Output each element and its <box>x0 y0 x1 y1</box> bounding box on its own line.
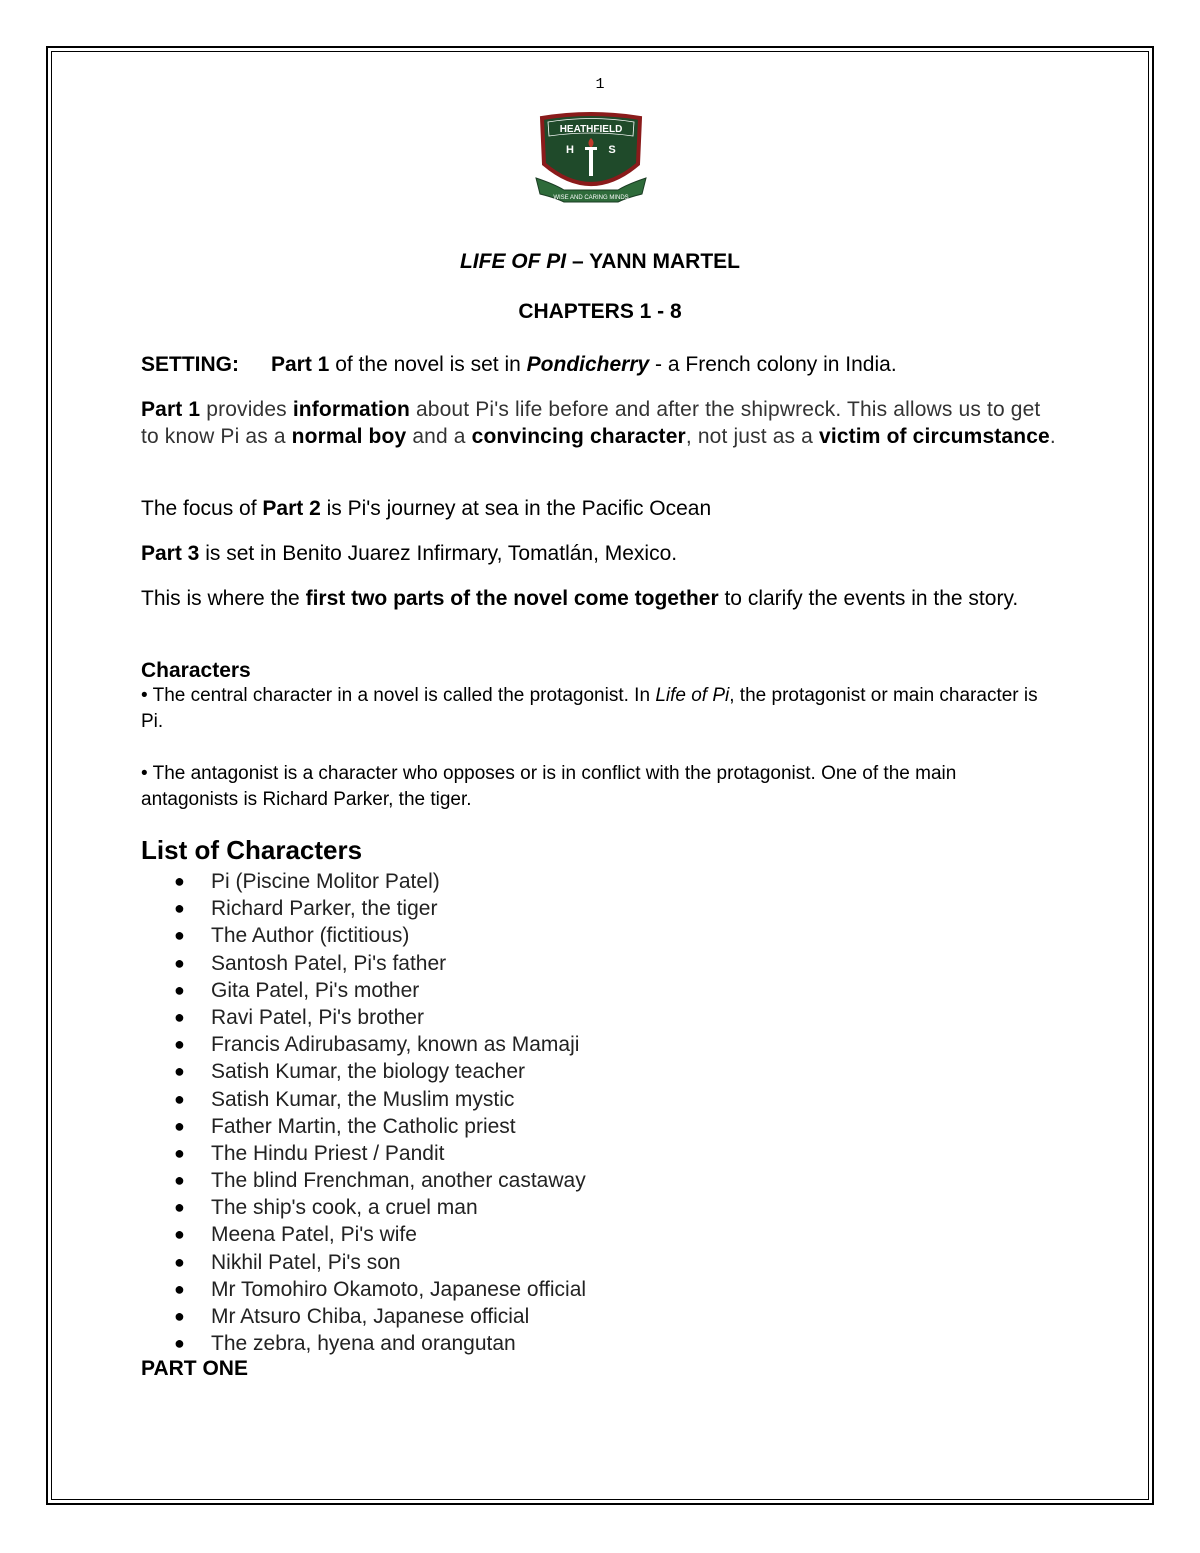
part1-info-paragraph: Part 1 provides information about Pi's life before and after the shipwreck. This allows us to get to know Pi as a normal boy and a convincing character, not just as a victim of circumstance. <box>141 398 1056 448</box>
bullet-icon: ● <box>174 1197 185 1218</box>
list-item <box>141 895 586 922</box>
list-item <box>141 1330 586 1357</box>
bullet-icon: ● <box>174 1034 185 1055</box>
character-name: The zebra, hyena and orangutan <box>211 1332 516 1356</box>
setting-label: SETTING: <box>141 353 239 376</box>
character-name: Satish Kumar, the biology teacher <box>211 1060 526 1084</box>
character-name: Ravi Patel, Pi's brother <box>211 1005 424 1029</box>
list-item <box>141 1249 586 1276</box>
list-item <box>141 1086 586 1113</box>
list-item <box>141 977 586 1004</box>
bullet-icon: ● <box>174 1006 185 1027</box>
chapters-heading: CHAPTERS 1 - 8 <box>518 300 682 323</box>
antagonist-paragraph: • The antagonist is a character who opposes or is in conflict with the protagonist. One of the main antagonists is Richard Parker, the tiger. <box>141 763 957 810</box>
book-title: LIFE OF PI <box>459 250 567 273</box>
list-item <box>141 1221 586 1248</box>
list-item <box>141 1303 586 1330</box>
author-name: YANN MARTEL <box>589 250 741 273</box>
bullet-icon: ● <box>174 1306 185 1326</box>
crest-top-text: HEATHFIELD <box>559 124 623 135</box>
bullet-icon: ● <box>174 898 185 919</box>
parts-together-paragraph: This is where the first two parts of the novel come together to clarify the events in the story. <box>141 587 1019 610</box>
bullet-icon: ● <box>174 1088 185 1109</box>
list-of-characters-heading: List of Characters <box>141 835 363 865</box>
crest-initial-left: H <box>566 144 574 156</box>
character-name: Nikhil Patel, Pi's son <box>211 1250 401 1274</box>
school-crest-logo <box>534 112 648 208</box>
character-name: Pi (Piscine Molitor Patel) <box>211 870 440 893</box>
list-item <box>141 1113 586 1140</box>
setting-place: Pondicherry <box>526 353 650 376</box>
character-name: Mr Tomohiro Okamoto, Japanese official <box>211 1277 587 1301</box>
character-name: Francis Adirubasamy, known as Mamaji <box>211 1033 580 1057</box>
bullet-icon: ● <box>174 1224 185 1245</box>
character-name: The Hindu Priest / Pandit <box>211 1141 445 1165</box>
list-item <box>141 1140 586 1167</box>
character-name: Santosh Patel, Pi's father <box>211 951 447 975</box>
bullet-icon: ● <box>174 979 185 1000</box>
title-dash: – <box>566 250 590 273</box>
characters-heading: Characters <box>141 659 251 682</box>
character-name: Father Martin, the Catholic priest <box>211 1114 516 1138</box>
bullet-icon: ● <box>174 952 185 973</box>
document-title <box>0 250 1200 274</box>
bullet-icon: ● <box>174 1115 185 1136</box>
character-name: Gita Patel, Pi's mother <box>211 978 420 1002</box>
character-name: Mr Atsuro Chiba, Japanese official <box>211 1305 530 1328</box>
list-item <box>141 922 586 949</box>
bullet-icon: ● <box>174 1142 185 1163</box>
part2-focus-paragraph: The focus of Part 2 is Pi's journey at sea in the Pacific Ocean <box>141 497 712 520</box>
character-name: Satish Kumar, the Muslim mystic <box>211 1087 515 1111</box>
list-item <box>141 1031 586 1058</box>
character-name: The Author (fictitious) <box>211 924 410 948</box>
character-name: The blind Frenchman, another castaway <box>211 1169 586 1193</box>
list-item <box>141 1194 586 1221</box>
bullet-icon: ● <box>174 925 185 946</box>
list-item <box>141 1276 586 1303</box>
crest-initial-right: S <box>608 144 616 156</box>
list-item <box>141 868 586 895</box>
list-item <box>141 950 586 977</box>
setting-paragraph: SETTING: Part 1 of the novel is set in Pondicherry - a French colony in India. <box>141 353 897 376</box>
list-item <box>141 1167 586 1194</box>
character-name: The ship's cook, a cruel man <box>211 1196 478 1220</box>
part-one-heading: PART ONE <box>141 1357 248 1380</box>
bullet-icon: ● <box>174 1333 185 1354</box>
bullet-icon: ● <box>174 1061 185 1082</box>
crest-motto: WISE AND CARING MINDS <box>553 195 629 201</box>
page-number: 1 <box>595 76 605 93</box>
list-item <box>141 1058 586 1085</box>
character-name: Richard Parker, the tiger <box>211 897 438 921</box>
list-item <box>141 1004 586 1031</box>
bullet-icon: ● <box>174 871 185 891</box>
protagonist-paragraph: • The central character in a novel is called the protagonist. In Life of Pi, the protagonist or main character is Pi. <box>141 685 1038 732</box>
bullet-icon: ● <box>174 1170 185 1191</box>
bullet-icon: ● <box>174 1251 185 1272</box>
part3-setting-paragraph: Part 3 is set in Benito Juarez Infirmary, Tomatlán, Mexico. <box>141 542 678 565</box>
bullet-icon: ● <box>174 1278 185 1299</box>
characters-list <box>141 868 586 1357</box>
character-name: Meena Patel, Pi's wife <box>211 1223 417 1247</box>
